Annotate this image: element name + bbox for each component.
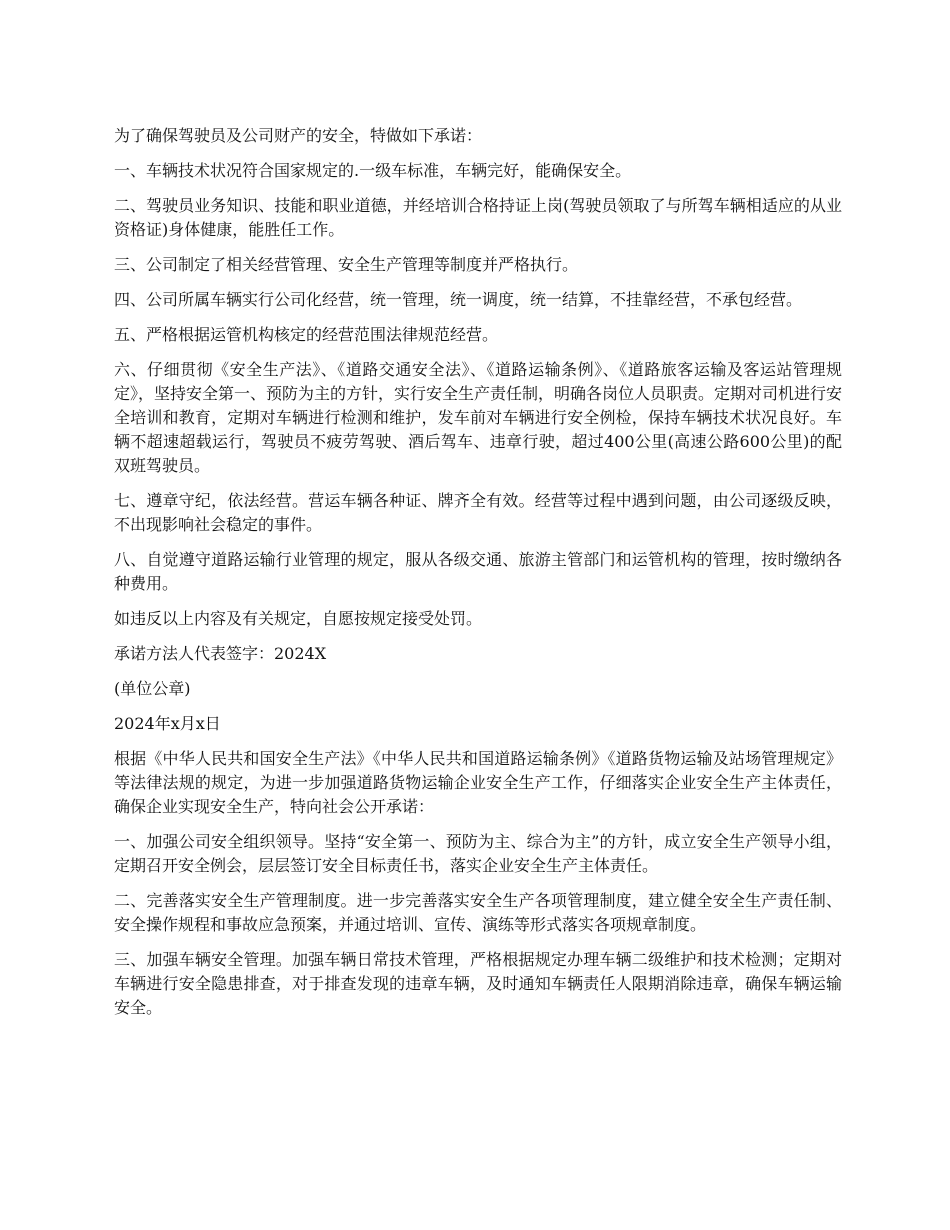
second-item-3: 三、加强车辆安全管理。加强车辆日常技术管理，严格根据规定办理车辆二级维护和技术检测；定期对车辆进行安全隐患排查，对于排查发现的违章车辆，及时通知车辆责任人限期消除违章，确保车辆运输安全。 (114, 950, 842, 1017)
signature-line: 承诺方法人代表签字：2024X (114, 644, 327, 663)
second-item-1: 一、加强公司安全组织领导。坚持“安全第一、预防为主、综合为主”的方针，成立安全生产领导小组，定期召开安全例会，层层签订安全目标责任书，落实企业安全生产主体责任。 (114, 832, 842, 875)
commitment-item-6: 六、仔细贯彻《安全生产法》、《道路交通安全法》、《道路运输条例》、《道路旅客运输及客运站管理规定》，坚持安全第一、预防为主的方针，实行安全生产责任制，明确各岗位人员职责。定期对司机进行安全培训和教育，定期对车辆进行检测和维护，发车前对车辆进行安全例检，保持车辆技术状况良好。车辆不超速超载运行，驾驶员不疲劳驾驶、酒后驾车、违章行驶，超过400公里(高速公路600公里)的配双班驾驶员。 (114, 360, 843, 475)
intro-paragraph: 为了确保驾驶员及公司财产的安全，特做如下承诺： (114, 126, 483, 145)
company-seal-line: (单位公章) (114, 679, 191, 698)
commitment-item-3: 三、公司制定了相关经营管理、安全生产管理等制度并严格执行。 (114, 255, 579, 274)
second-item-2: 二、完善落实安全生产管理制度。进一步完善落实安全生产各项管理制度，建立健全安全生产责任制、安全操作规程和事故应急预案，并通过培训、宣传、演练等形式落实各项规章制度。 (114, 891, 842, 934)
date-line: 2024年x月x日 (114, 714, 221, 733)
commitment-item-8: 八、自觉遵守道路运输行业管理的规定，服从各级交通、旅游主管部门和运管机构的管理，按时缴纳各种费用。 (114, 550, 842, 593)
commitment-item-2: 二、驾驶员业务知识、技能和职业道德，并经培训合格持证上岗(驾驶员领取了与所驾车辆相适应的从业资格证)身体健康，能胜任工作。 (114, 196, 842, 239)
commitment-item-1: 一、车辆技术状况符合国家规定的.一级车标准，车辆完好，能确保安全。 (114, 161, 632, 180)
penalty-statement: 如违反以上内容及有关规定，自愿按规定接受处罚。 (114, 609, 483, 628)
commitment-item-4: 四、公司所属车辆实行公司化经营，统一管理，统一调度，统一结算，不挂靠经营，不承包经营。 (114, 290, 803, 309)
commitment-item-5: 五、严格根据运管机构核定的经营范围法律规范经营。 (114, 325, 499, 344)
second-intro-paragraph: 根据《中华人民共和国安全生产法》《中华人民共和国道路运输条例》《道路货物运输及站场管理规定》等法律法规的规定，为进一步加强道路货物运输企业安全生产工作，仔细落实企业安全生产主体责任，确保企业实现安全生产，特向社会公开承诺： (114, 749, 842, 816)
document-body (114, 124, 842, 1031)
commitment-item-7: 七、遵章守纪，依法经营。营运车辆各种证、牌齐全有效。经营等过程中遇到问题，由公司逐级反映，不出现影响社会稳定的事件。 (114, 491, 842, 534)
